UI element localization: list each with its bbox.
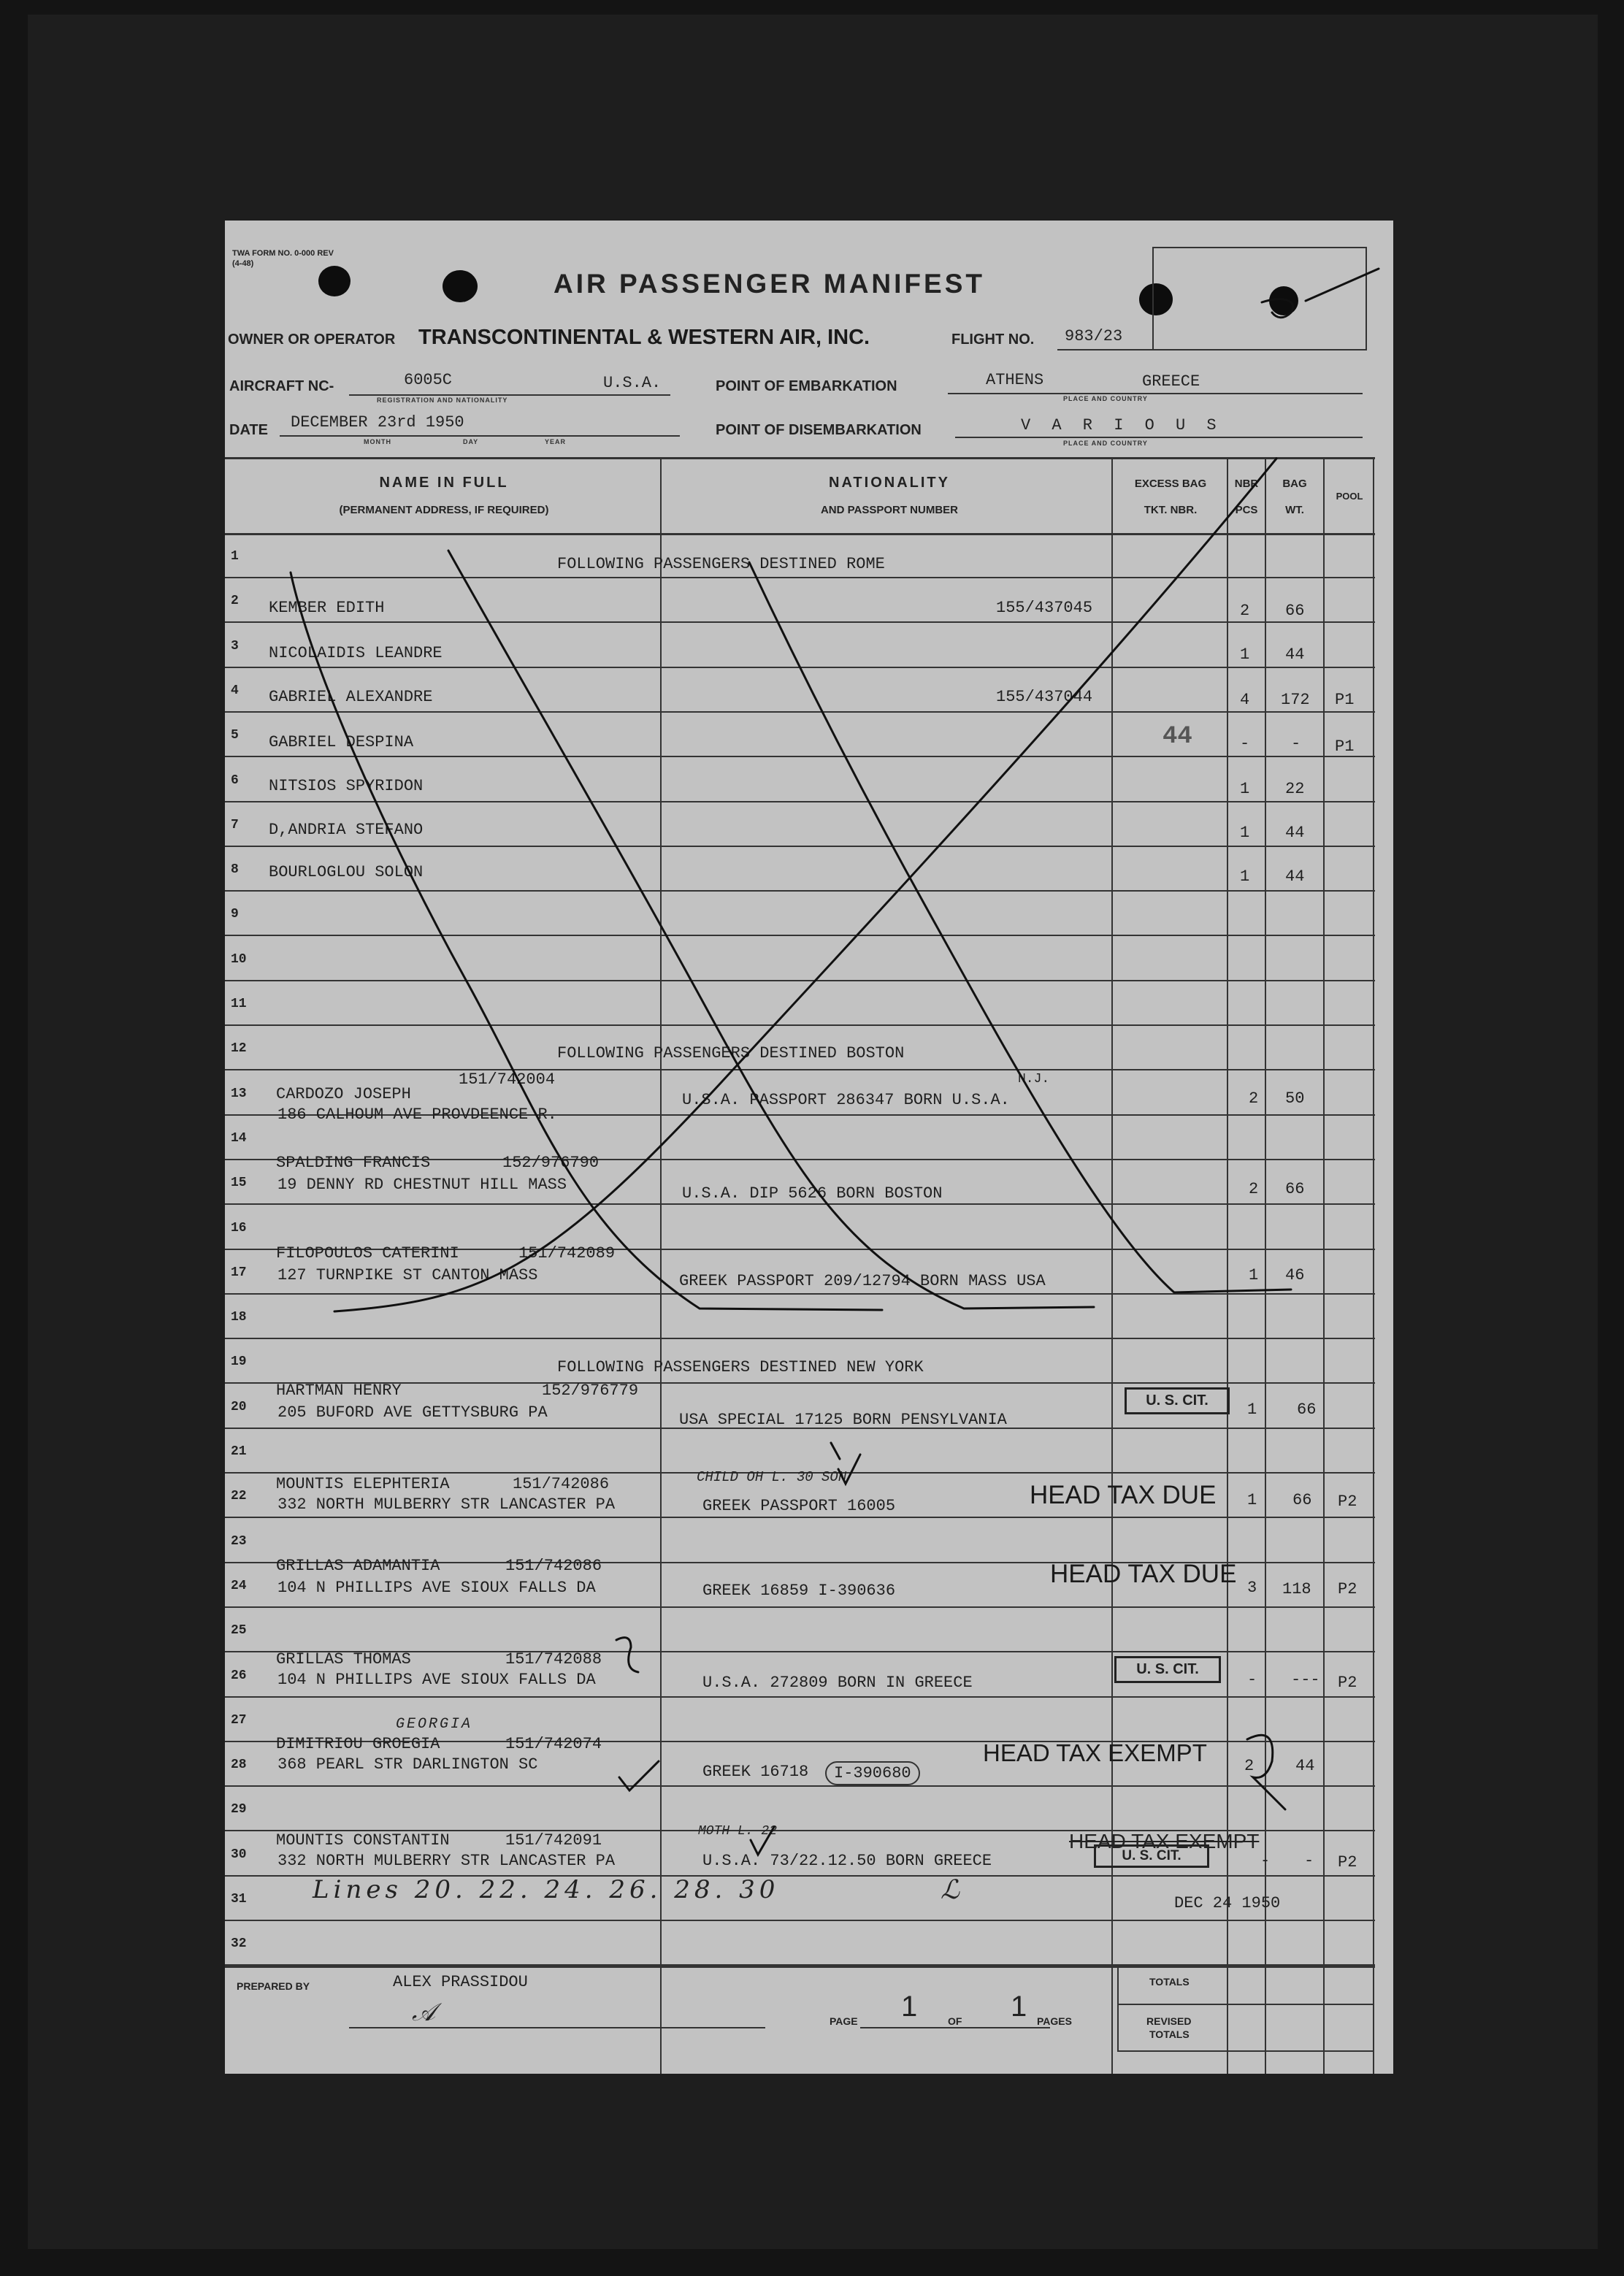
registration-caption: REGISTRATION AND NATIONALITY xyxy=(377,396,508,404)
ny-nationality-4: U.S.A. 272809 BORN IN GREECE xyxy=(702,1674,973,1692)
row-number: 15 xyxy=(231,1176,247,1190)
ny-wt-5: 44 xyxy=(1295,1757,1315,1775)
section-new-york: FOLLOWING PASSENGERS DESTINED NEW YORK xyxy=(557,1358,924,1376)
boston-name-2: SPALDING FRANCIS xyxy=(276,1154,431,1172)
rome-wt-6: 44 xyxy=(1285,824,1305,842)
col-header-nationality: NATIONALITY xyxy=(829,475,950,491)
ny-nationality-5-extra: I-390680 xyxy=(825,1761,920,1785)
revised-label: REVISED xyxy=(1146,2015,1192,2027)
row-number: 8 xyxy=(231,862,239,877)
handwritten-lines-note: Lines 20. 22. 24. 26. 28. 30 xyxy=(313,1875,780,1904)
row-number: 23 xyxy=(231,1534,247,1549)
ny-wt-6: - xyxy=(1304,1852,1314,1870)
rome-wt-7: 44 xyxy=(1285,867,1305,886)
head-tax-due-stamp-2: HEAD TAX DUE xyxy=(1050,1560,1237,1588)
ny-nationality-1: USA SPECIAL 17125 BORN PENSYLVANIA xyxy=(679,1411,1007,1429)
handwritten-overlay xyxy=(225,221,1393,2074)
col-header-pool: POOL xyxy=(1336,491,1363,502)
date-caption-month: MONTH xyxy=(364,438,391,445)
ny-pcs-4: - xyxy=(1247,1671,1257,1689)
col-header-nationality-sub: AND PASSPORT NUMBER xyxy=(820,504,959,516)
handwritten-initials: ℒ xyxy=(941,1875,960,1905)
row-number: 3 xyxy=(231,639,239,654)
rome-wt-4: - xyxy=(1291,735,1301,753)
ny-name-5: DIMITRIOU GROEGIA xyxy=(276,1735,440,1753)
rome-name-6: D,ANDRIA STEFANO xyxy=(269,821,424,839)
ny-nationality-6: U.S.A. 73/22.12.50 BORN GREECE xyxy=(702,1852,992,1870)
section-rome: FOLLOWING PASSENGERS DESTINED ROME xyxy=(557,555,885,573)
rome-pcs-2: 1 xyxy=(1240,645,1250,664)
rome-pool-4: P1 xyxy=(1335,737,1355,756)
rome-name-2: NICOLAIDIS LEANDRE xyxy=(269,644,443,662)
prepared-by-name: ALEX PRASSIDOU xyxy=(393,1973,528,1991)
boston-address-3: 127 TURNPIKE ST CANTON MASS xyxy=(277,1266,538,1284)
section-boston: FOLLOWING PASSENGERS DESTINED BOSTON xyxy=(557,1044,905,1062)
ny-ticket-3: 151/742086 xyxy=(505,1557,602,1575)
boston-pcs-1: 2 xyxy=(1249,1089,1259,1108)
col-header-nbr: NBR xyxy=(1234,478,1259,490)
ny-pool-4: P2 xyxy=(1338,1674,1357,1692)
boston-pcs-2: 2 xyxy=(1249,1180,1259,1198)
us-cit-stamp-1: U. S. CIT. xyxy=(1125,1387,1230,1414)
ny-address-4: 104 N PHILLIPS AVE SIOUX FALLS DA xyxy=(277,1671,596,1689)
row-number: 30 xyxy=(231,1847,247,1862)
rome-wt-1: 66 xyxy=(1285,602,1305,620)
ny-address-5: 368 PEARL STR DARLINGTON SC xyxy=(277,1755,538,1774)
ny-wt-2: 66 xyxy=(1292,1491,1312,1509)
flight-label: FLIGHT NO. xyxy=(951,332,1035,348)
boston-ticket-2: 152/976790 xyxy=(502,1154,600,1172)
row-number: 2 xyxy=(231,594,239,608)
rome-name-7: BOURLOGLOU SOLON xyxy=(269,863,424,881)
ny-address-1: 205 BUFORD AVE GETTYSBURG PA xyxy=(277,1403,548,1422)
row-number: 20 xyxy=(231,1400,247,1414)
ny-pool-3: P2 xyxy=(1338,1580,1357,1598)
ny-pool-6: P2 xyxy=(1338,1853,1357,1871)
row-number: 24 xyxy=(231,1579,247,1593)
boston-nationality-3: GREEK PASSPORT 209/12794 BORN MASS USA xyxy=(679,1272,1046,1290)
ny-pcs-3: 3 xyxy=(1247,1579,1257,1597)
rome-pcs-6: 1 xyxy=(1240,824,1250,842)
rome-ticket-1: 155/437045 xyxy=(996,599,1093,617)
row-number: 22 xyxy=(231,1489,247,1503)
boston-ticket-3: 151/742089 xyxy=(518,1244,616,1262)
ny-address-3: 104 N PHILLIPS AVE SIOUX FALLS DA xyxy=(277,1579,596,1597)
embarkation-place: ATHENS xyxy=(986,371,1044,389)
ny-pcs-5: 2 xyxy=(1244,1757,1255,1775)
page-label: PAGE xyxy=(830,2015,858,2027)
row-number: 28 xyxy=(231,1758,247,1772)
embarkation-label: POINT OF EMBARKATION xyxy=(716,378,897,394)
ny-ticket-4: 151/742088 xyxy=(505,1650,602,1668)
us-cit-stamp-2: U. S. CIT. xyxy=(1114,1656,1221,1683)
ny-name-6: MOUNTIS CONSTANTIN xyxy=(276,1831,450,1850)
aircraft-number: 6005C xyxy=(404,371,453,389)
col-header-name: NAME IN FULL xyxy=(379,475,509,491)
rome-name-5: NITSIOS SPYRIDON xyxy=(269,777,424,795)
excess-stamp-44: 44 xyxy=(1163,723,1192,751)
ny-pool-2: P2 xyxy=(1338,1493,1357,1511)
rome-wt-2: 44 xyxy=(1285,645,1305,664)
ny-nationality-3: GREEK 16859 I-390636 xyxy=(702,1582,896,1600)
boston-wt-3: 46 xyxy=(1285,1266,1305,1284)
boston-note-1: N.J. xyxy=(1018,1072,1050,1087)
rome-pcs-4: - xyxy=(1240,735,1250,753)
row-number: 21 xyxy=(231,1444,247,1459)
head-tax-exempt-struck: HEAD TAX EXEMPT xyxy=(1069,1830,1260,1852)
row-number: 32 xyxy=(231,1936,247,1951)
ny-pcs-6: - xyxy=(1260,1852,1271,1870)
preparer-signature: 𝒜 xyxy=(412,1998,436,2027)
ny-pcs-2: 1 xyxy=(1247,1491,1257,1509)
rome-wt-3: 172 xyxy=(1281,691,1310,709)
boston-wt-1: 50 xyxy=(1285,1089,1305,1108)
ny-ticket-6: 151/742091 xyxy=(505,1831,602,1850)
ny-note-6: MOTH L. 22 xyxy=(698,1824,778,1839)
rome-name-4: GABRIEL DESPINA xyxy=(269,733,414,751)
boston-name-1: CARDOZO JOSEPH xyxy=(276,1085,411,1103)
col-header-name-sub: (PERMANENT ADDRESS, IF REQUIRED) xyxy=(339,504,549,516)
row-number: 6 xyxy=(231,773,239,788)
boston-name-3: FILOPOULOS CATERINI xyxy=(276,1244,459,1262)
col-header-bag: BAG xyxy=(1282,478,1307,490)
date-label: DATE xyxy=(229,422,268,438)
boston-pcs-3: 1 xyxy=(1249,1266,1259,1284)
col-header-bag-sub: WT. xyxy=(1285,504,1304,516)
boston-address-2: 19 DENNY RD CHESTNUT HILL MASS xyxy=(277,1176,567,1194)
boston-ticket-1: 151/742004 xyxy=(459,1070,556,1089)
row-number: 25 xyxy=(231,1623,247,1638)
rome-pcs-7: 1 xyxy=(1240,867,1250,886)
date-caption-day: DAY xyxy=(463,438,479,445)
rome-name-3: GABRIEL ALEXANDRE xyxy=(269,688,433,706)
ny-ticket-2: 151/742086 xyxy=(513,1475,610,1493)
ny-wt-1: 66 xyxy=(1297,1401,1317,1419)
row-number: 29 xyxy=(231,1802,247,1817)
disembarkation-label: POINT OF DISEMBARKATION xyxy=(716,422,922,438)
pages-label: PAGES xyxy=(1037,2015,1072,2027)
owner-label: OWNER OR OPERATOR xyxy=(228,332,396,348)
aircraft-nationality: U.S.A. xyxy=(603,374,662,392)
row-number: 16 xyxy=(231,1221,247,1235)
row-number: 26 xyxy=(231,1668,247,1683)
embarkation-country: GREECE xyxy=(1142,372,1200,391)
row-number: 19 xyxy=(231,1355,247,1369)
head-tax-exempt-stamp: HEAD TAX EXEMPT xyxy=(983,1739,1207,1766)
form-number: TWA FORM NO. 0-000 REV (4-48) xyxy=(232,249,334,268)
row-number: 13 xyxy=(231,1087,247,1101)
row-number: 18 xyxy=(231,1310,247,1325)
date-value: DECEMBER 23rd 1950 xyxy=(291,413,464,432)
rome-ticket-3: 155/437044 xyxy=(996,688,1093,706)
ny-wt-4: --- xyxy=(1291,1671,1320,1689)
revised-totals-label: TOTALS xyxy=(1149,2028,1190,2040)
row-number: 11 xyxy=(231,997,247,1011)
ny-ticket-5: 151/742074 xyxy=(505,1735,602,1753)
ny-note-5: GEORGIA xyxy=(396,1716,473,1733)
row-number: 17 xyxy=(231,1265,247,1280)
row-number: 14 xyxy=(231,1131,247,1146)
ny-nationality-5: GREEK 16718 xyxy=(702,1763,809,1781)
ny-address-2: 332 NORTH MULBERRY STR LANCASTER PA xyxy=(277,1495,616,1514)
row-number: 31 xyxy=(231,1892,247,1907)
col-header-excess: EXCESS BAG xyxy=(1134,478,1207,490)
col-header-nbr-sub: PCS xyxy=(1235,504,1258,516)
ny-nationality-2: GREEK PASSPORT 16005 xyxy=(702,1497,896,1515)
ny-name-4: GRILLAS THOMAS xyxy=(276,1650,411,1668)
disembarkation-place: V A R I O U S xyxy=(1021,416,1222,434)
disembarkation-caption: PLACE AND COUNTRY xyxy=(1063,440,1148,447)
us-cit-stamp-3: U. S. CIT. xyxy=(1094,1844,1209,1868)
boston-wt-2: 66 xyxy=(1285,1180,1305,1198)
aircraft-label: AIRCRAFT NC- xyxy=(229,378,334,394)
row-number: 12 xyxy=(231,1041,247,1056)
of-label: OF xyxy=(948,2015,962,2027)
boston-address-1: 186 CALHOUM AVE PROVDEENCE R. xyxy=(277,1106,557,1124)
ny-name-3: GRILLAS ADAMANTIA xyxy=(276,1557,440,1575)
row-number: 9 xyxy=(231,907,239,921)
prepared-by-label: PREPARED BY xyxy=(237,1980,310,1992)
ny-name-2: MOUNTIS ELEPHTERIA xyxy=(276,1475,450,1493)
rome-wt-5: 22 xyxy=(1285,780,1305,798)
row-number: 5 xyxy=(231,728,239,743)
embarkation-caption: PLACE AND COUNTRY xyxy=(1063,395,1148,402)
page-total: 1 xyxy=(1011,1990,1027,2023)
rome-pool-3: P1 xyxy=(1335,691,1355,709)
date-caption-year: YEAR xyxy=(545,438,567,445)
boston-nationality-1: U.S.A. PASSPORT 286347 BORN U.S.A. xyxy=(682,1091,1010,1109)
owner-name: TRANSCONTINENTAL & WESTERN AIR, INC. xyxy=(418,326,870,349)
rome-pcs-3: 4 xyxy=(1240,691,1250,709)
row-number: 27 xyxy=(231,1713,247,1728)
row-number: 1 xyxy=(231,549,239,564)
row-number: 4 xyxy=(231,683,239,698)
row-number: 7 xyxy=(231,818,239,832)
ny-ticket-1: 152/976779 xyxy=(542,1382,639,1400)
rome-pcs-5: 1 xyxy=(1240,780,1250,798)
flight-number: 983/23 xyxy=(1065,327,1123,345)
totals-label: TOTALS xyxy=(1149,1976,1190,1988)
received-date-stamp: DEC 24 1950 xyxy=(1174,1894,1281,1912)
rome-name-1: KEMBER EDITH xyxy=(269,599,385,617)
ny-note-2: CHILD OH L. 30 SON xyxy=(697,1469,847,1485)
manifest-page xyxy=(225,221,1393,2074)
page-title: AIR PASSENGER MANIFEST xyxy=(554,269,985,299)
rome-pcs-1: 2 xyxy=(1240,602,1250,620)
head-tax-due-stamp-1: HEAD TAX DUE xyxy=(1030,1481,1217,1509)
ny-pcs-1: 1 xyxy=(1247,1401,1257,1419)
page-number: 1 xyxy=(901,1990,918,2023)
ny-name-1: HARTMAN HENRY xyxy=(276,1382,402,1400)
boston-nationality-2: U.S.A. DIP 5626 BORN BOSTON xyxy=(682,1184,943,1203)
ny-wt-3: 118 xyxy=(1282,1580,1311,1598)
ny-address-6: 332 NORTH MULBERRY STR LANCASTER PA xyxy=(277,1852,616,1870)
col-header-excess-sub: TKT. NBR. xyxy=(1144,504,1198,516)
row-number: 10 xyxy=(231,952,247,967)
